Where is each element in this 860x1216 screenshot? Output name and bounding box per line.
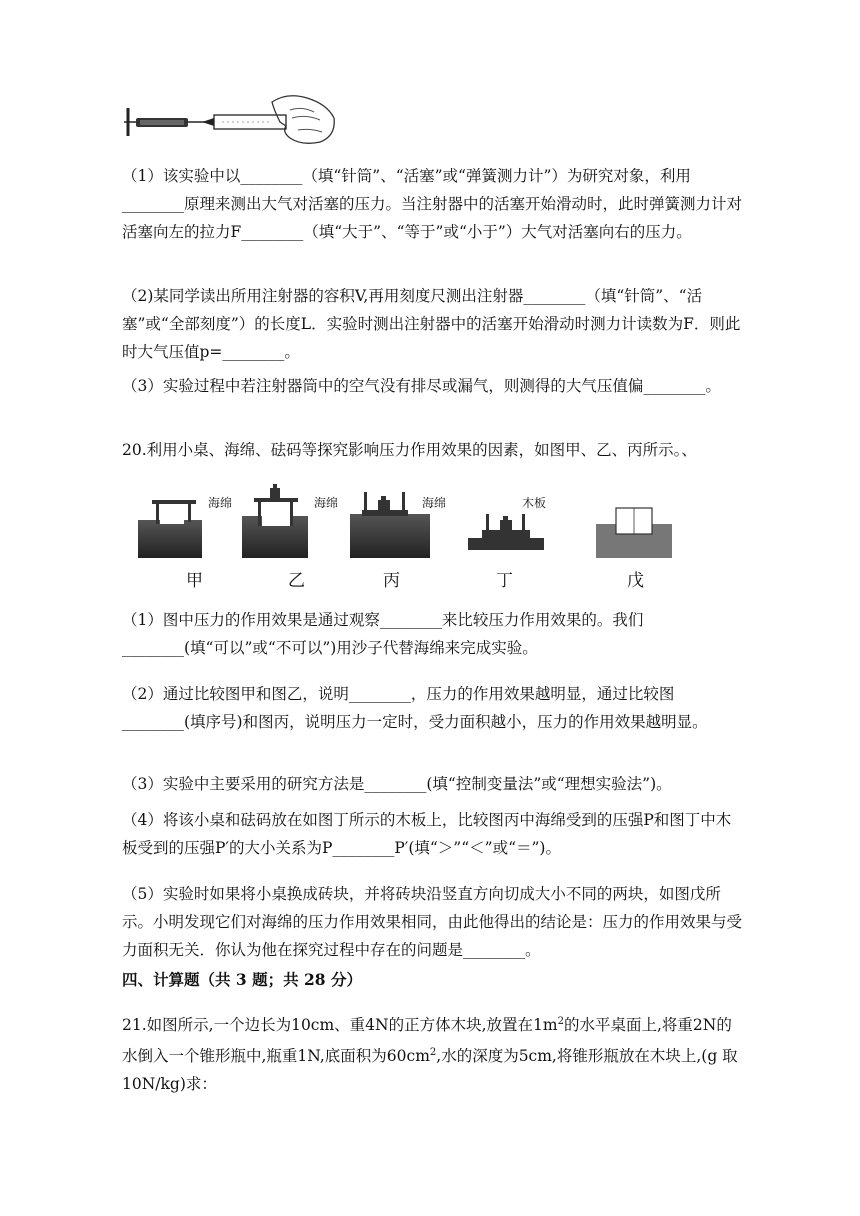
q20-part2: （2）通过比较图甲和图乙，说明________，压力的作用效果越明显，通过比较图________(填序号)和图丙，说明压力一定时，受力面积越小，压力的作用效果越明显。	[122, 685, 708, 731]
figure-wu	[596, 508, 672, 558]
q20-part4: （4）将该小桌和砝码放在如图丁所示的木板上，比较图丙中海绵受到的压强P和图丁中木板受到的压强P′的大小关系为P________P′(填“＞”“＜”或“＝”)。	[122, 811, 732, 857]
q21-sup2: 2	[429, 1047, 437, 1059]
q19-part1: （1）该实验中以________（填“针筒”、“活塞”或“弹簧测力计”）为研究对象，利用________原理来测出大气对活塞的压力。当注射器中的活塞开始滑动时，此时弹簧测力计对活塞向左的拉力F________（填“大于”、“等于”或“小于”）大气对活塞向右的压力。	[122, 167, 743, 241]
figure-yi	[242, 484, 308, 558]
label-sponge-jia: 海绵	[208, 496, 233, 510]
section-title-calculation: 四、计算题（共 3 题；共 28 分）	[122, 970, 362, 989]
label-sponge-yi: 海绵	[314, 496, 339, 510]
syringe-experiment-figure	[122, 92, 342, 148]
figure-jia	[138, 500, 202, 558]
q21-text	[122, 1008, 742, 1098]
caption-bing: 丙	[383, 571, 400, 591]
q21-text-part2: 的水平桌面上,将重2N的水倒入一个锥形瓶中,瓶重1N,底面积为60cm	[122, 1016, 732, 1066]
q19-part2: （2)某同学读出所用注射器的容积V,再用刻度尺测出注射器________（填“针筒”、“活塞”或“全部刻度”）的长度L．实验时测出注射器中的活塞开始滑动时测力计读数为F．则此时大气压值p=________。	[122, 287, 741, 361]
caption-yi: 乙	[288, 571, 305, 591]
label-board-ding: 木板	[522, 496, 547, 510]
q19-part3: （3）实验过程中若注射器筒中的空气没有排尽或漏气，则测得的大气压值偏________。	[122, 377, 721, 395]
pressure-experiment-figures	[130, 480, 690, 564]
caption-ding: 丁	[496, 571, 513, 591]
q21-text-part3: ,水的深度为5cm,将锥形瓶放在木块上,(g 取 10N/kg)求：	[122, 1047, 738, 1094]
caption-jia: 甲	[186, 571, 203, 591]
q20-part5: （5）实验时如果将小桌换成砖块，并将砖块沿竖直方向切成大小不同的两块，如图戊所示。小明发现它们对海绵的压力作用效果相同，由此他得出的结论是：压力的作用效果与受力面积无关．你认为他在探究过程中存在的问题是________。	[122, 885, 743, 959]
q20-part3: （3）实验中主要采用的研究方法是________(填“控制变量法”或“理想实验法”)。	[122, 775, 672, 793]
q20-intro: 20.利用小桌、海绵、砝码等探究影响压力作用效果的因素，如图甲、乙、丙所示。、	[122, 441, 697, 459]
q21-sup1: 2	[557, 1016, 564, 1027]
label-sponge-bing: 海绵	[422, 496, 447, 510]
figure-ding	[468, 514, 544, 550]
q21-text-part1: 21.如图所示,一个边长为10cm、重4N的正方体木块,放置在1m	[122, 1016, 558, 1035]
q20-part1: （1）图中压力的作用效果是通过观察________来比较压力作用效果的。我们________(填“可以”或“不可以”)用沙子代替海绵来完成实验。	[122, 611, 644, 657]
caption-wu: 戊	[627, 571, 644, 591]
figure-bing	[350, 492, 430, 558]
